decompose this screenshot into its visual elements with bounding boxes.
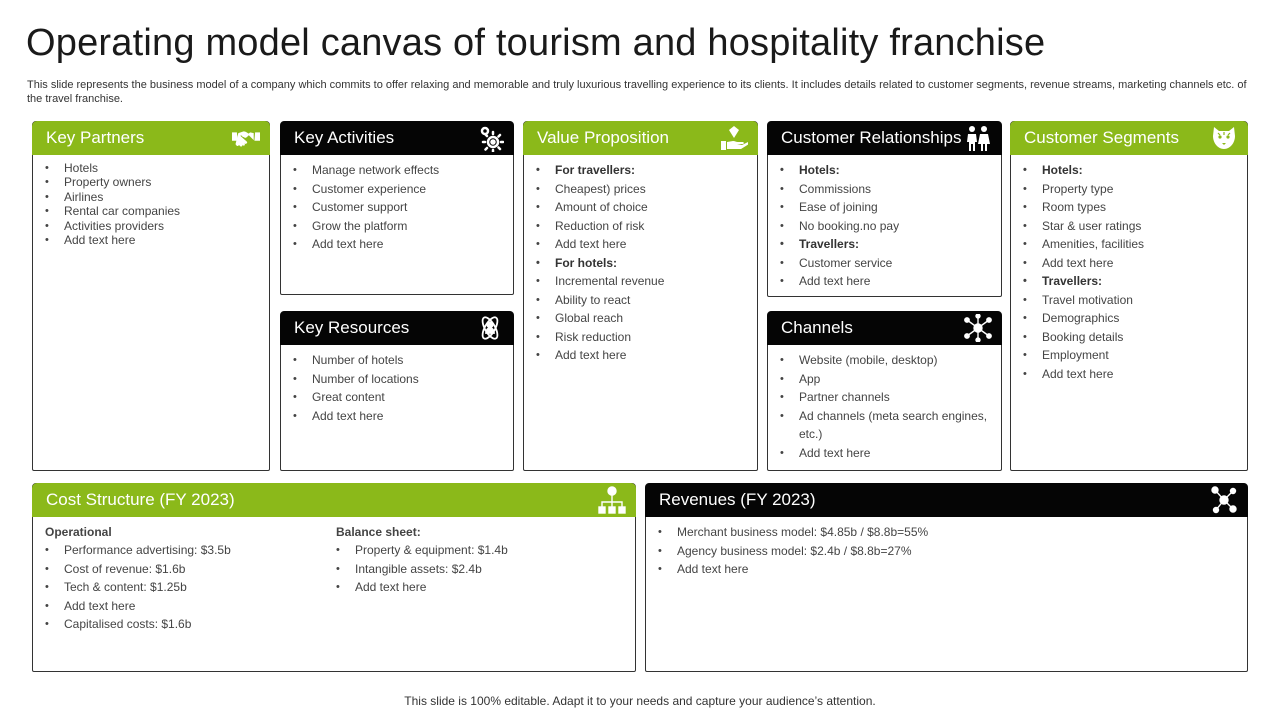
- list-item: • Add text here: [293, 235, 503, 254]
- list-item: • Hotels:: [780, 161, 991, 180]
- list-item: • Grow the platform: [293, 217, 503, 236]
- list-item: • Agency business model: $2.4b / $8.8b=27%: [658, 542, 1237, 561]
- key-partners-card: [32, 121, 270, 471]
- list-item: • Commissions: [780, 180, 991, 199]
- list-item: • Partner channels: [780, 388, 991, 407]
- list-item: • Reduction of risk: [536, 217, 747, 236]
- list-item: • Ad channels (meta search engines, etc.): [780, 407, 991, 444]
- list-item: • Rental car companies: [45, 204, 259, 218]
- list-item: • Activities providers: [45, 219, 259, 233]
- list-item: • Airlines: [45, 190, 259, 204]
- page-title: Operating model canvas of tourism and hospitality franchise: [26, 22, 1046, 64]
- revenues-list: [646, 517, 1247, 579]
- list-item: • Risk reduction: [536, 328, 747, 347]
- customer-relationships-list: [768, 155, 1001, 291]
- list-item: • Incremental revenue: [536, 272, 747, 291]
- key-resources-header: [280, 311, 514, 345]
- channels-list: [768, 345, 1001, 462]
- customer-segments-list: [1011, 155, 1247, 383]
- list-item: • Travel motivation: [1023, 291, 1237, 310]
- operational-list: [33, 541, 324, 634]
- list-item: • Booking details: [1023, 328, 1237, 347]
- list-item: • Add text here: [1023, 254, 1237, 273]
- handshake-icon: [232, 124, 260, 152]
- channels-title: Channels: [781, 318, 853, 337]
- list-item: • Manage network effects: [293, 161, 503, 180]
- revenues-header: [645, 483, 1248, 517]
- balance-sheet-heading: Balance sheet:: [336, 525, 421, 539]
- list-item: • Intangible assets: $2.4b: [336, 560, 605, 579]
- list-item: • Add text here: [45, 233, 259, 247]
- value-proposition-title: Value Proposition: [537, 128, 669, 147]
- list-item: • Travellers:: [1023, 272, 1237, 291]
- cost-structure-header: [32, 483, 636, 517]
- customer-relationships-card: [767, 121, 1002, 297]
- gears-icon: [476, 124, 504, 152]
- key-resources-list: [281, 345, 513, 425]
- list-item: • No booking.no pay: [780, 217, 991, 236]
- value-proposition-card: [523, 121, 758, 471]
- footer-note: This slide is 100% editable. Adapt it to your needs and capture your audience’s attention.: [404, 694, 876, 708]
- list-item: • For travellers:: [536, 161, 747, 180]
- key-partners-title: Key Partners: [46, 128, 145, 147]
- list-item: • Merchant business model: $4.85b / $8.8b=55%: [658, 523, 1237, 542]
- customer-segments-card: [1010, 121, 1248, 471]
- list-item: • Amount of choice: [536, 198, 747, 217]
- list-item: • Travellers:: [780, 235, 991, 254]
- key-partners-list: [33, 155, 269, 247]
- atom-person-icon: [476, 314, 504, 342]
- list-item: • App: [780, 370, 991, 389]
- list-item: • Add text here: [536, 235, 747, 254]
- org-chart-icon: [598, 486, 626, 514]
- money-network-icon: [1210, 486, 1238, 514]
- list-item: • Star & user ratings: [1023, 217, 1237, 236]
- key-activities-title: Key Activities: [294, 128, 395, 147]
- tiger-icon: [1210, 124, 1238, 152]
- network-icon: [964, 314, 992, 342]
- key-activities-list: [281, 155, 513, 254]
- value-proposition-list: [524, 155, 757, 365]
- key-partners-header: [32, 121, 270, 155]
- value-proposition-header: [523, 121, 758, 155]
- people-icon: [964, 124, 992, 152]
- key-resources-card: [280, 311, 514, 471]
- list-item: • Add text here: [45, 597, 314, 616]
- hand-diamond-icon: [720, 124, 748, 152]
- list-item: • Add text here: [536, 346, 747, 365]
- operational-heading: Operational: [45, 525, 112, 539]
- revenues-card: [645, 483, 1248, 672]
- cost-structure-title: Cost Structure (FY 2023): [46, 490, 235, 509]
- list-item: • Customer experience: [293, 180, 503, 199]
- list-item: • Hotels:: [1023, 161, 1237, 180]
- balance-sheet-column: [324, 517, 615, 634]
- channels-header: [767, 311, 1002, 345]
- list-item: • Add text here: [658, 560, 1237, 579]
- list-item: • Ease of joining: [780, 198, 991, 217]
- list-item: • Employment: [1023, 346, 1237, 365]
- list-item: • Add text here: [780, 272, 991, 291]
- list-item: • Tech & content: $1.25b: [45, 578, 314, 597]
- balance-sheet-list: [324, 541, 615, 597]
- list-item: • Amenities, facilities: [1023, 235, 1237, 254]
- list-item: • Customer support: [293, 198, 503, 217]
- key-activities-card: [280, 121, 514, 295]
- list-item: • Property owners: [45, 175, 259, 189]
- customer-relationships-title: Customer Relationships: [781, 128, 962, 147]
- list-item: • Hotels: [45, 161, 259, 175]
- list-item: • Property & equipment: $1.4b: [336, 541, 605, 560]
- slide-description: This slide represents the business model of a company which commits to offer relaxing and memorable and truly luxurious travelling experience to its clients. It includes details related to customer segments, revenue streams, marketing channels etc. of the travel franchise.: [27, 79, 1247, 105]
- cost-structure-columns: [33, 517, 635, 634]
- customer-segments-title: Customer Segments: [1024, 128, 1179, 147]
- list-item: • Website (mobile, desktop): [780, 351, 991, 370]
- key-resources-title: Key Resources: [294, 318, 410, 337]
- list-item: • Number of locations: [293, 370, 503, 389]
- list-item: • Number of hotels: [293, 351, 503, 370]
- list-item: • Add text here: [293, 407, 503, 426]
- customer-segments-header: [1010, 121, 1248, 155]
- list-item: • Ability to react: [536, 291, 747, 310]
- list-item: • Capitalised costs: $1.6b: [45, 615, 314, 634]
- list-item: • Performance advertising: $3.5b: [45, 541, 314, 560]
- customer-relationships-header: [767, 121, 1002, 155]
- list-item: • Property type: [1023, 180, 1237, 199]
- revenues-title: Revenues (FY 2023): [659, 490, 816, 509]
- list-item: • Add text here: [336, 578, 605, 597]
- list-item: • Cheapest) prices: [536, 180, 747, 199]
- cost-structure-card: [32, 483, 636, 672]
- list-item: • Global reach: [536, 309, 747, 328]
- list-item: • Add text here: [1023, 365, 1237, 384]
- list-item: • Cost of revenue: $1.6b: [45, 560, 314, 579]
- list-item: • Room types: [1023, 198, 1237, 217]
- channels-card: [767, 311, 1002, 471]
- list-item: • Customer service: [780, 254, 991, 273]
- list-item: • Add text here: [780, 444, 991, 463]
- key-activities-header: [280, 121, 514, 155]
- operational-column: [33, 517, 324, 634]
- list-item: • Great content: [293, 388, 503, 407]
- list-item: • For hotels:: [536, 254, 747, 273]
- list-item: • Demographics: [1023, 309, 1237, 328]
